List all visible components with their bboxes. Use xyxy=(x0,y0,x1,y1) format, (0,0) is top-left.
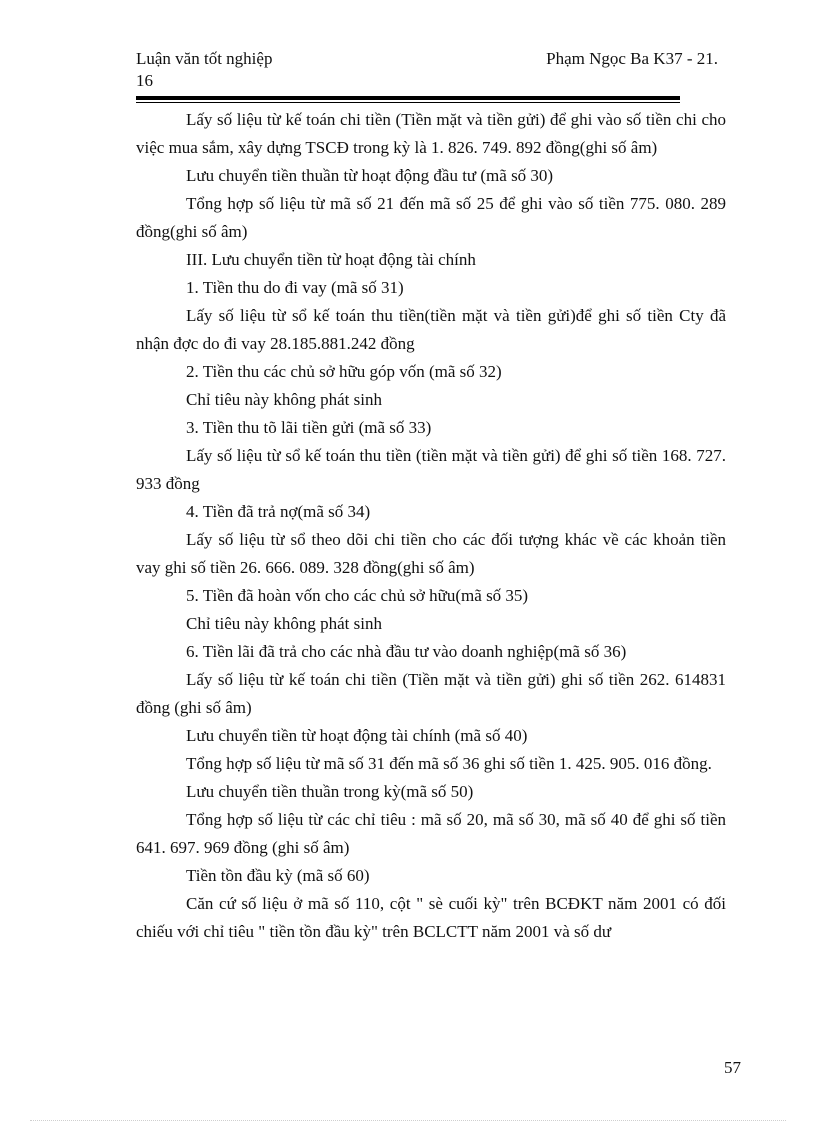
paragraph: Tổng hợp số liệu từ mã số 21 đến mã số 25 để ghi vào số tiền 775. 080. 289 đồng(ghi số âm) xyxy=(136,194,726,241)
paragraph: Căn cứ số liệu ở mã số 110, cột " sè cuối kỳ" trên BCĐKT năm 2001 có đối chiếu với chỉ tiêu " tiền tồn đầu kỳ" trên BCLCTT năm 2001 và số dư xyxy=(136,894,726,941)
section-heading: III. Lưu chuyển tiền từ hoạt động tài chính xyxy=(186,250,476,269)
header-number: 16 xyxy=(136,71,153,90)
paragraph: 6. Tiền lãi đã trả cho các nhà đầu tư vào doanh nghiệp(mã số 36) xyxy=(186,642,627,661)
paragraph: 2. Tiền thu các chủ sở hữu góp vốn (mã số 32) xyxy=(186,362,502,381)
page-bottom-border xyxy=(30,1120,786,1121)
paragraph: Tiền tồn đầu kỳ (mã số 60) xyxy=(186,866,370,885)
header-title: Luận văn tốt nghiệp xyxy=(136,49,273,68)
paragraph: 1. Tiền thu do đi vay (mã số 31) xyxy=(186,278,404,297)
paragraph: Lấy số liệu từ kế toán chi tiền (Tiền mặt và tiền gửi) để ghi vào số tiền chi cho việc mua sắm, xây dựng TSCĐ trong kỳ là 1. 826. 749. 892 đồng(ghi số âm) xyxy=(136,110,726,157)
paragraph: Lấy số liệu từ sổ kế toán thu tiền (tiền mặt và tiền gửi) để ghi số tiền 168. 727. 933 đồng xyxy=(136,446,726,493)
paragraph: Lưu chuyển tiền từ hoạt động tài chính (mã số 40) xyxy=(186,726,528,745)
paragraph: Lưu chuyển tiền thuần từ hoạt động đầu tư (mã số 30) xyxy=(186,166,554,185)
document-body xyxy=(136,106,726,946)
page-number: 57 xyxy=(724,1058,741,1077)
paragraph: 3. Tiền thu tõ lãi tiền gửi (mã số 33) xyxy=(186,418,432,437)
paragraph: 5. Tiền đã hoàn vốn cho các chủ sở hữu(mã số 35) xyxy=(186,586,529,605)
paragraph: Chỉ tiêu này không phát sinh xyxy=(186,614,382,633)
header-author: Phạm Ngọc Ba K37 - 21. xyxy=(546,49,718,68)
paragraph: 4. Tiền đã trả nợ(mã số 34) xyxy=(186,502,371,521)
paragraph: Lưu chuyển tiền thuần trong kỳ(mã số 50) xyxy=(186,782,474,801)
paragraph: Tổng hợp số liệu từ mã số 31 đến mã số 36 ghi số tiền 1. 425. 905. 016 đồng. xyxy=(186,754,712,773)
paragraph: Tổng hợp số liệu từ các chỉ tiêu : mã số 20, mã số 30, mã số 40 để ghi số tiền 641. 697. 969 đồng (ghi số âm) xyxy=(136,810,726,857)
paragraph: Lấy số liệu từ kế toán chi tiền (Tiền mặt và tiền gửi) ghi số tiền 262. 614831 đồng (ghi số âm) xyxy=(136,670,726,717)
header-rule-thick xyxy=(136,96,680,100)
header-rule-thin xyxy=(136,102,680,103)
paragraph: Lấy số liệu từ sổ theo dõi chi tiền cho các đối tượng khác về các khoản tiền vay ghi số tiền 26. 666. 089. 328 đồng(ghi số âm) xyxy=(136,530,726,577)
paragraph: Chỉ tiêu này không phát sinh xyxy=(186,390,382,409)
paragraph: Lấy số liệu từ sổ kế toán thu tiền(tiền mặt và tiền gửi)để ghi số tiền Cty đã nhận đợc do đi vay 28.185.881.242 đồng xyxy=(136,306,726,353)
